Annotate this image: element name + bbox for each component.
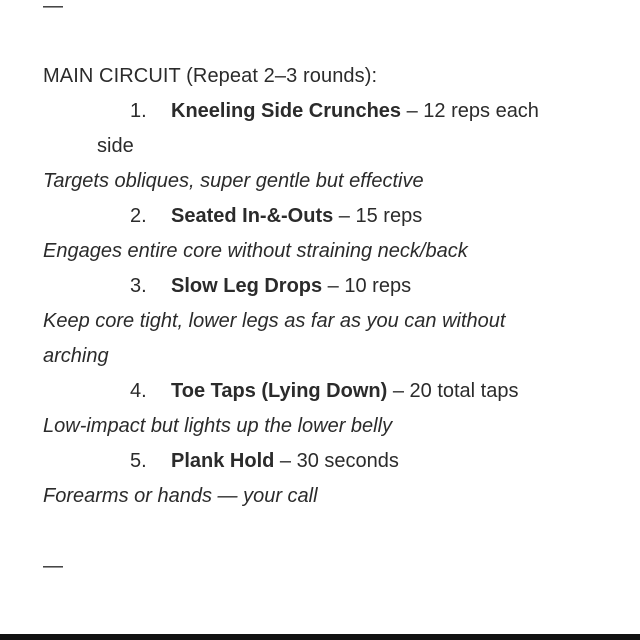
exercise-detail: – 20 total taps [387,380,519,402]
exercise-detail: – 12 reps each [401,100,539,122]
exercise-name: Toe Taps (Lying Down) [171,380,388,402]
exercise-note-4: Low-impact but lights up the lower belly [43,415,393,437]
exercise-item-2 [130,204,422,228]
exercise-detail-continuation: side [97,135,134,157]
item-number: 2. [130,205,147,227]
exercise-item-5 [130,449,399,473]
bottom-edge-bar [0,634,640,640]
exercise-item-3 [130,274,411,298]
exercise-note-1: Targets obliques, super gentle but effective [43,170,424,192]
circuit-heading: MAIN CIRCUIT (Repeat 2–3 rounds): [43,65,378,87]
exercise-note-3-continuation: arching [43,345,109,367]
top-divider-dash: — [43,0,63,17]
exercise-detail: – 30 seconds [274,450,399,472]
exercise-detail: – 10 reps [322,275,412,297]
item-number: 4. [130,380,147,402]
item-number: 5. [130,450,147,472]
item-number: 1. [130,100,147,122]
exercise-note-3: Keep core tight, lower legs as far as you can without [43,310,506,332]
exercise-detail: – 15 reps [333,205,423,227]
exercise-name: Seated In-&-Outs [171,205,334,227]
exercise-note-5: Forearms or hands — your call [43,485,318,507]
exercise-item-4 [130,379,518,403]
exercise-item-1 [130,99,539,123]
exercise-name: Slow Leg Drops [171,275,323,297]
bottom-divider-dash: — [43,555,63,577]
exercise-name: Plank Hold [171,450,275,472]
item-number: 3. [130,275,147,297]
exercise-note-2: Engages entire core without straining neck/back [43,240,468,262]
exercise-name: Kneeling Side Crunches [171,100,402,122]
